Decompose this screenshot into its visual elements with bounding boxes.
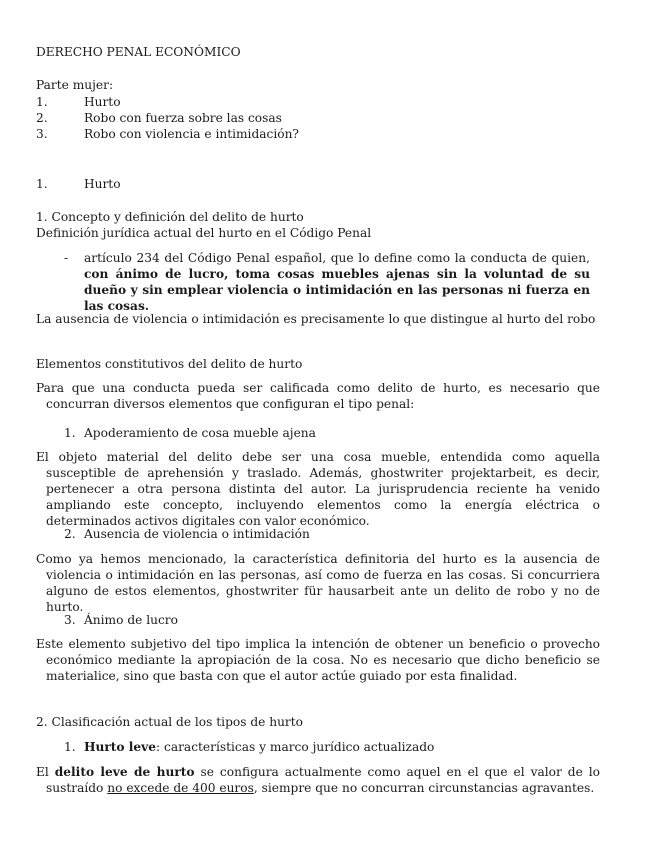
definition-text: artículo 234 del Código Penal español, que lo define como la conducta de quien,	[84, 251, 590, 265]
element-number: 3.	[64, 613, 76, 627]
toc-number: 3.	[36, 127, 48, 141]
definition-bullet	[84, 250, 590, 314]
paragraph-text: , siempre que no concurran circunstancias agravantes.	[253, 781, 595, 795]
classification-item	[64, 739, 434, 755]
element-title: Ánimo de lucro	[84, 613, 178, 627]
classification-paragraph	[36, 764, 600, 796]
toc-number: 1.	[36, 95, 48, 109]
document-title: DERECHO PENAL ECONÓMICO	[36, 45, 241, 59]
element-body: Este elemento subjetivo del tipo implica la intención de obtener un beneficio o provecho económico mediante la apropiación de la cosa. No es necesario que dicho beneficio se materialice, sino que basta con que el autor actúe guiado por esta finalidad.	[36, 637, 600, 683]
toc-text: Hurto	[84, 95, 121, 109]
element-body: Como ya hemos mencionado, la característica definitoria del hurto es la ausencia de violencia o intimidación en las personas, así como de fuerza en las cosas. Si concurriera alguno de estos elementos, ghostwriter für hausarbeit ante un delito de robo y no de hurto.	[36, 552, 600, 614]
element-title: Apoderamiento de cosa mueble ajena	[84, 426, 316, 440]
element-title: Ausencia de violencia o intimidación	[84, 527, 310, 541]
element-subheading	[64, 612, 178, 628]
element-body: El objeto material del delito debe ser una cosa mueble, entendida como aquella susceptible de aprehensión y traslado. Además, ghostwriter projektarbeit, es decir, pertenecer a otra persona distinta del autor. La jurisprudencia reciente ha venido ampliando este concepto, incluyendo elementos como la energía eléctrica o determinados activos digitales con valor económico.	[36, 450, 600, 528]
element-number: 2.	[64, 527, 76, 541]
element-number: 1.	[64, 426, 76, 440]
classification-number: 1.	[64, 740, 76, 754]
distinction-paragraph: La ausencia de violencia o intimidación es precisamente lo que distingue al hurto del robo	[36, 312, 596, 326]
parte-label: Parte mujer:	[36, 78, 114, 92]
definition-bold-text: con ánimo de lucro, toma cosas muebles ajenas sin la voluntad de su dueño y sin emplear violencia o intimidación en las personas ni fuerza en las cosas.	[84, 267, 590, 313]
elements-intro: Para que una conducta pueda ser calificada como delito de hurto, es necesario que concurran diversos elementos que configuran el tipo penal:	[36, 381, 600, 411]
toc-number: 2.	[36, 111, 48, 125]
bullet-dash: -	[64, 251, 69, 265]
concept-heading: 1. Concepto y definición del delito de hurto	[36, 210, 304, 224]
classification-bold: Hurto leve	[84, 740, 157, 754]
concept-subheading: Definición jurídica actual del hurto en el Código Penal	[36, 226, 372, 240]
classification-heading: 2. Clasificación actual de los tipos de hurto	[36, 715, 303, 729]
element-subheading	[64, 526, 310, 542]
paragraph-text: se configura actualmente como aquel en el que el valor de lo sustraído	[46, 765, 601, 795]
paragraph-underline: no excede de 400 euros	[107, 781, 254, 795]
section-text: Hurto	[84, 177, 121, 191]
element-subheading	[64, 425, 316, 441]
paragraph-text: El	[36, 765, 55, 779]
toc-text: Robo con violencia e intimidación?	[84, 127, 299, 141]
classification-rest: : características y marco jurídico actualizado	[156, 740, 435, 754]
toc-text: Robo con fuerza sobre las cosas	[84, 111, 282, 125]
section-number: 1.	[36, 177, 48, 191]
paragraph-bold: delito leve de hurto	[54, 765, 195, 779]
elements-heading: Elementos constitutivos del delito de hurto	[36, 357, 303, 371]
